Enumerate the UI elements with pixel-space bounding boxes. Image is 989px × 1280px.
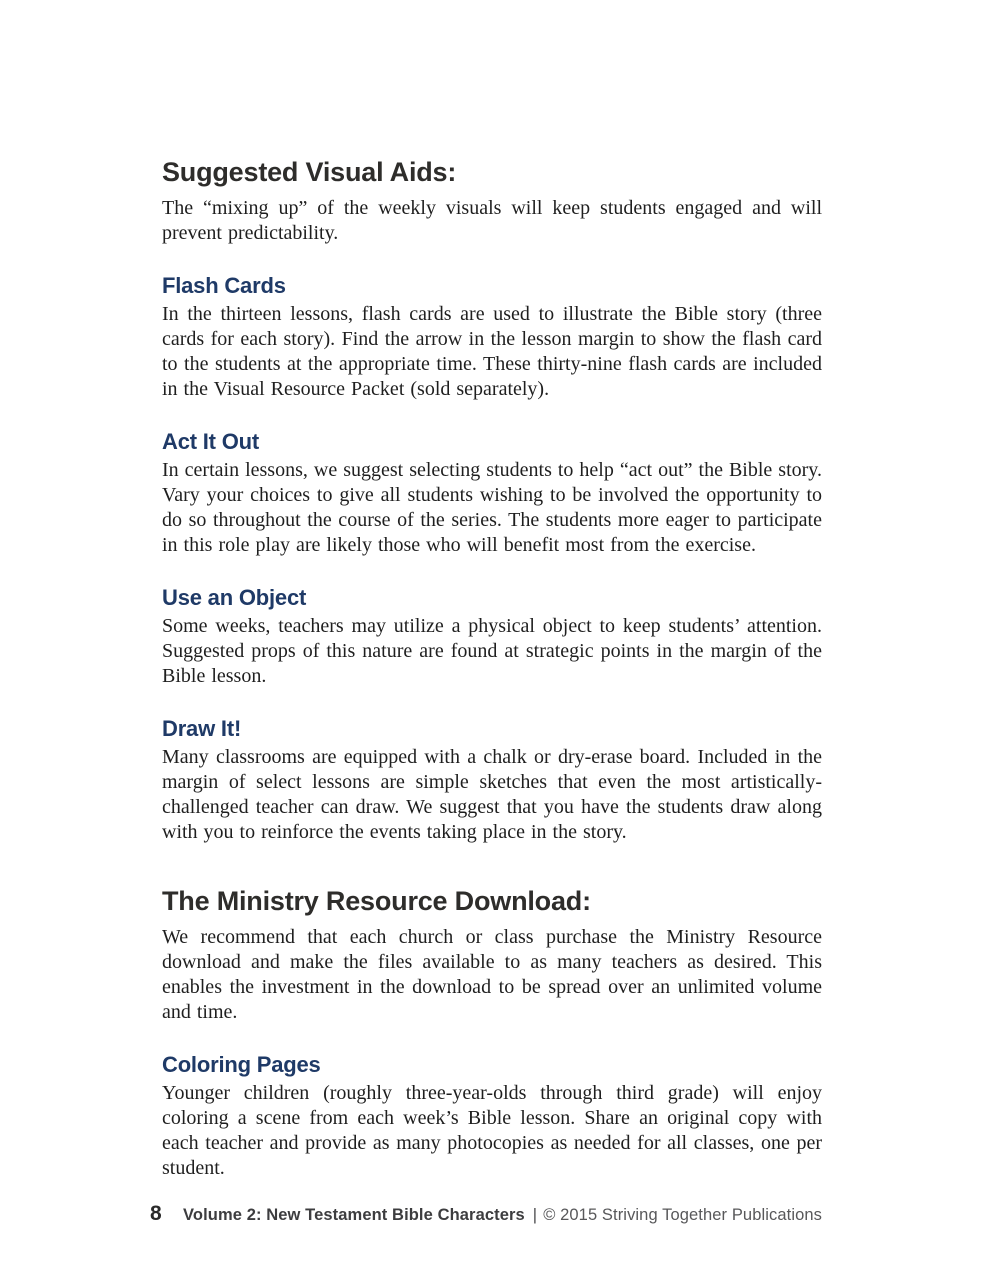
section-title-ministry-resource-download: The Ministry Resource Download: bbox=[162, 886, 591, 916]
subsection-body-coloring-pages: Younger children (roughly three-year-olds through third grade) will enjoy coloring a scene from each week’s Bible lesson. Share an original copy with each teacher and provide as many photocopies as needed for all classes, one per student. bbox=[162, 1082, 822, 1179]
subsection-heading-draw-it: Draw It! bbox=[162, 716, 242, 741]
subsection-heading-flash-cards: Flash Cards bbox=[162, 273, 286, 298]
footer-text bbox=[183, 1206, 822, 1225]
intro-paragraph-ministry-download: We recommend that each church or class purchase the Ministry Resource download and make the files available to as many teachers as desired. This enables the investment in the download to be spread over an unlimited volume and time. bbox=[162, 926, 822, 1023]
section-title-suggested-visual-aids: Suggested Visual Aids: bbox=[162, 157, 457, 187]
subsection-heading-coloring-pages: Coloring Pages bbox=[162, 1052, 321, 1077]
subsection-act-it-out bbox=[162, 428, 822, 558]
subsection-heading-use-an-object: Use an Object bbox=[162, 585, 307, 610]
page-content bbox=[162, 156, 822, 1181]
subsection-use-an-object bbox=[162, 584, 822, 689]
subsection-coloring-pages bbox=[162, 1051, 822, 1181]
subsection-draw-it bbox=[162, 715, 822, 845]
page-number: 8 bbox=[150, 1202, 162, 1225]
intro-paragraph-visual-aids: The “mixing up” of the weekly visuals will keep students engaged and will prevent predictability. bbox=[162, 197, 822, 244]
footer-book-title: Volume 2: New Testament Bible Characters bbox=[183, 1206, 525, 1224]
subsection-flash-cards bbox=[162, 272, 822, 402]
subsection-heading-act-it-out: Act It Out bbox=[162, 429, 259, 454]
subsection-body-act-it-out: In certain lessons, we suggest selecting students to help “act out” the Bible story. Vary your choices to give all students wishing to be involved the opportunity to do so throughout the course of the series. The students more eager to participate in this role play are likely those who will benefit most from the exercise. bbox=[162, 459, 822, 556]
footer-copyright: © 2015 Striving Together Publications bbox=[543, 1206, 822, 1224]
subsection-body-use-an-object: Some weeks, teachers may utilize a physical object to keep students’ attention. Suggested props of this nature are found at strategic points in the margin of the Bible lesson. bbox=[162, 615, 822, 687]
subsection-body-flash-cards: In the thirteen lessons, flash cards are used to illustrate the Bible story (three cards for each story). Find the arrow in the lesson margin to show the flash card to the students at the appropriate time. These thirty-nine flash cards are included in the Visual Resource Packet (sold separately). bbox=[162, 303, 822, 400]
page-footer bbox=[150, 1202, 822, 1226]
subsection-body-draw-it: Many classrooms are equipped with a chalk or dry-erase board. Included in the margin of select lessons are simple sketches that even the most artistically-challenged teacher can draw. We suggest that you have the students draw along with you to reinforce the events taking place in the story. bbox=[162, 746, 822, 843]
footer-separator: | bbox=[532, 1206, 538, 1224]
